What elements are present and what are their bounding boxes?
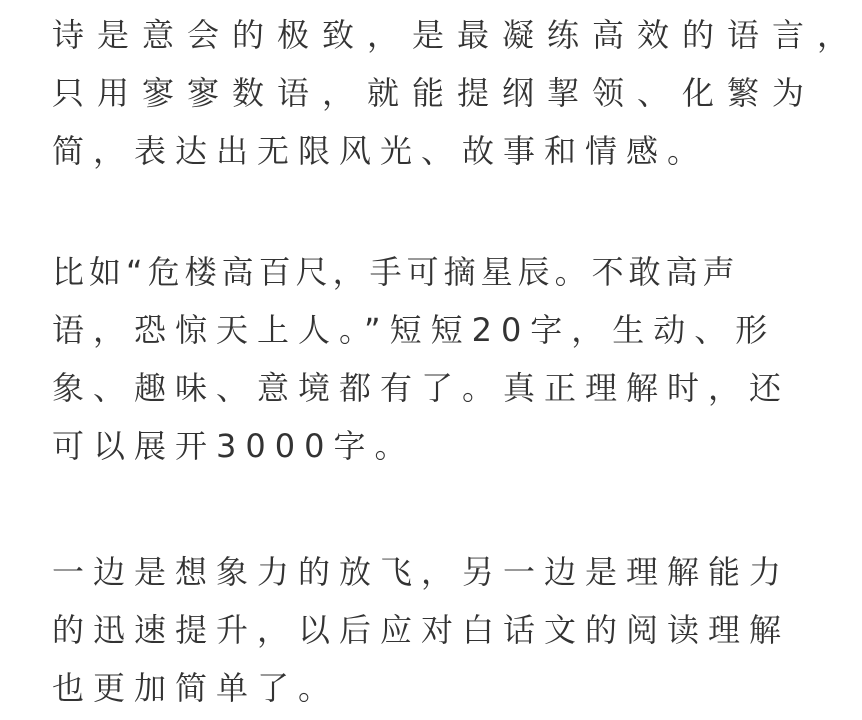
text-line: 可以展开3000字。	[52, 427, 416, 465]
paragraph-poem-example	[52, 243, 791, 475]
text-line: 诗是意会的极致，是最凝练高效的语言，	[52, 16, 862, 54]
text-line: 一边是想象力的放飞，另一边是理解能力	[52, 553, 791, 591]
text-line: 语，恐惊天上人。”短短20字，生动、形	[52, 311, 777, 349]
text-line: 简，表达出无限风光、故事和情感。	[52, 132, 709, 170]
text-line: 也更加简单了。	[52, 669, 340, 707]
text-line: 只用寥寥数语，就能提纲挈领、化繁为	[52, 74, 818, 112]
text-line: 的迅速提升，以后应对白话文的阅读理解	[52, 611, 791, 649]
text-line: 比如“危楼高百尺，手可摘星辰。不敢高声	[52, 253, 740, 291]
paragraph-imagination	[52, 543, 791, 717]
paragraph-poetry-intro	[52, 6, 862, 180]
text-line: 象、趣味、意境都有了。真正理解时，还	[52, 369, 791, 407]
